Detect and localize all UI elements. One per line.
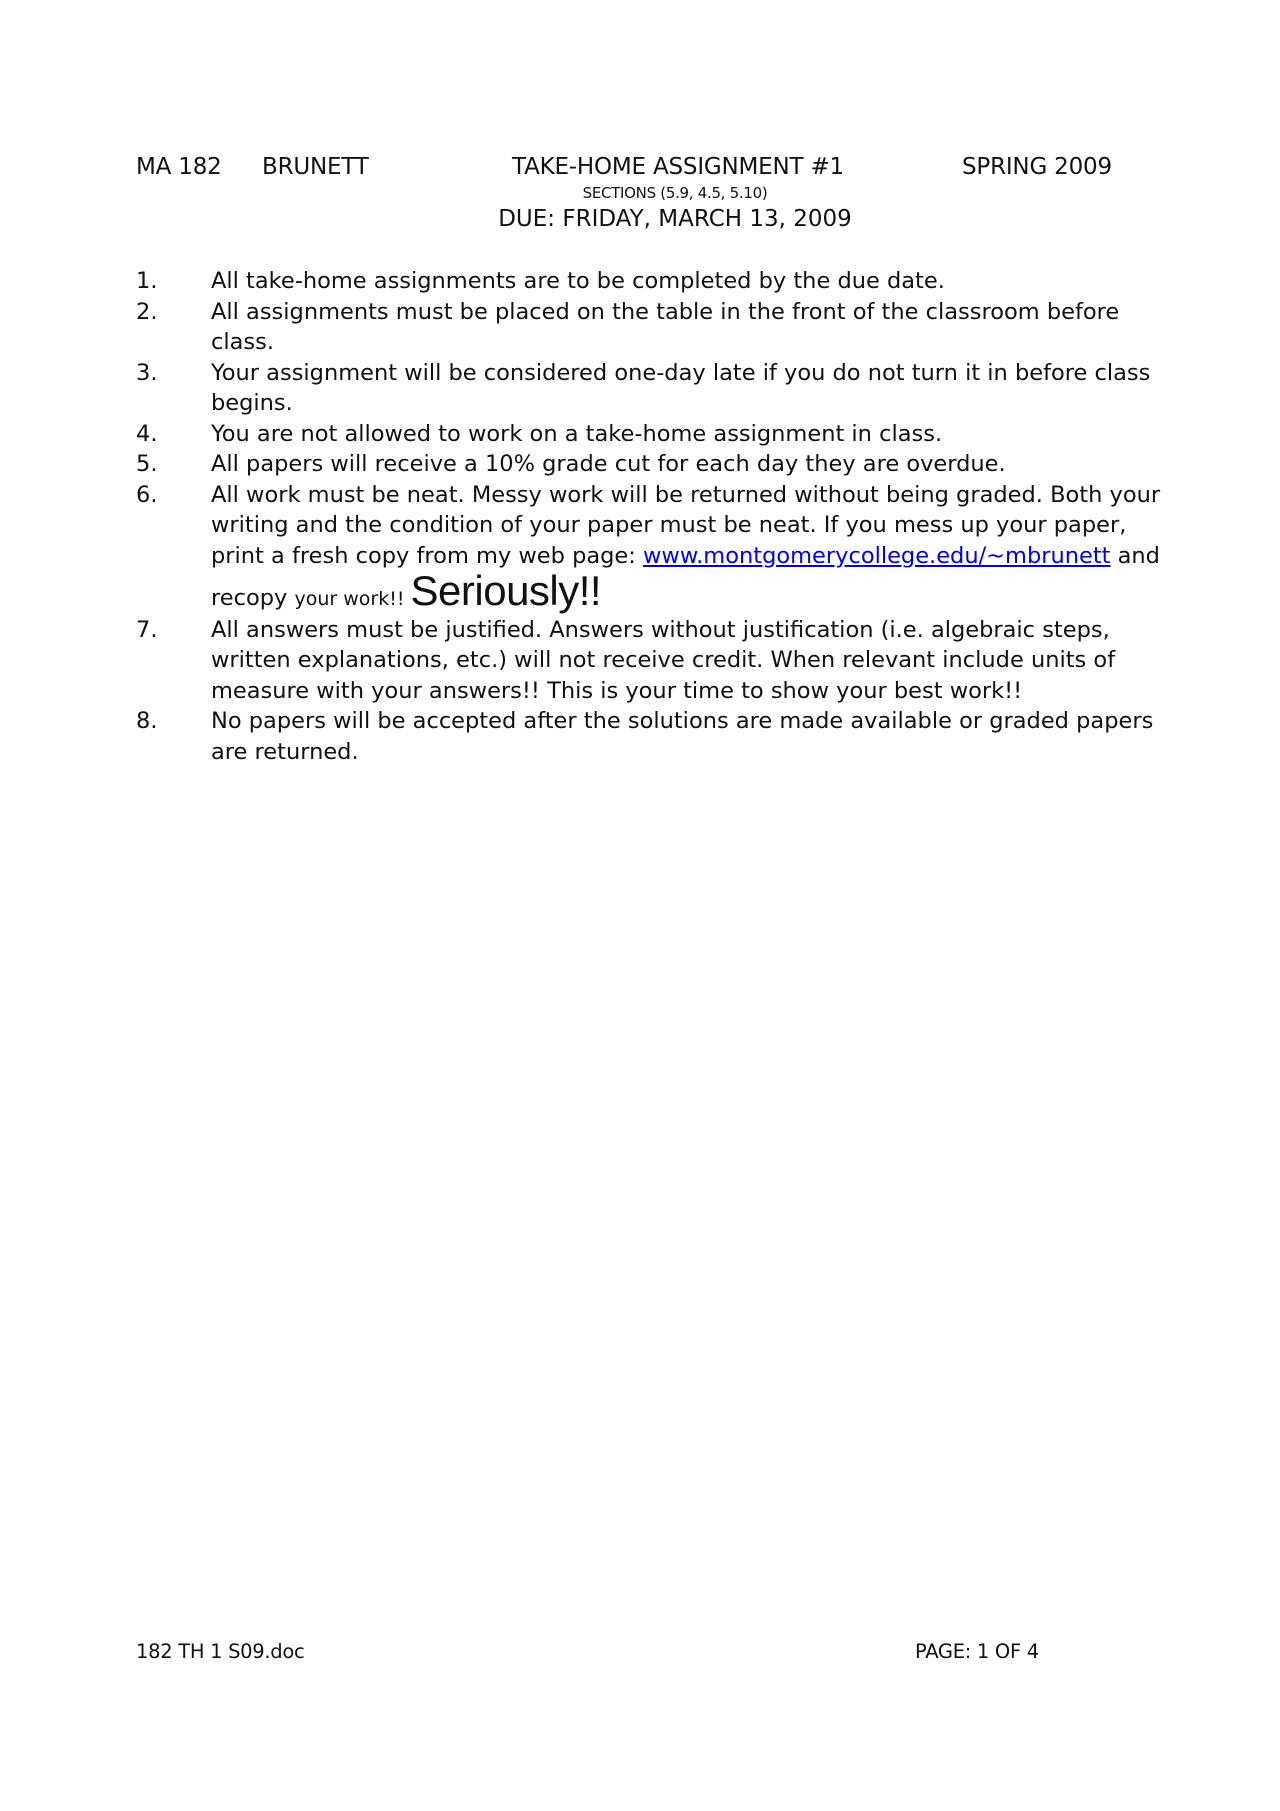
list-item [136,297,1186,358]
item-number: 7. [136,616,158,643]
sections-line: SECTIONS (5.9, 4.5, 5.10) [582,184,768,202]
item-number: 3. [136,359,158,386]
course-code: MA 182 [136,154,222,180]
seriously-emphasis: Seriously!! [410,567,602,614]
item-text: Your assignment will be considered one-day late if you do not turn it in before class begins. [211,359,1151,416]
item-number: 4. [136,420,158,447]
item-text: You are not allowed to work on a take-home assignment in class. [211,420,943,447]
list-item [136,615,1186,707]
item-text: All work must be neat. Messy work will be returned without being graded. Both your writing and the condition of your paper must be neat. If you mess up your paper, print a fresh copy from my web page: [211,481,1161,569]
list-item [136,449,1186,480]
item-number: 2. [136,298,158,325]
item-number: 6. [136,481,158,508]
item-text: All assignments must be placed on the table in the front of the classroom before class. [211,298,1120,355]
your-work-text: your work!! [294,588,411,610]
web-page-link[interactable]: www.montgomerycollege.edu/~mbrunett [643,542,1111,569]
item-number: 8. [136,708,158,734]
item-text: All answers must be justified. Answers without justification (i.e. algebraic steps, written explanations, etc.) will not receive credit. When relevant include units of measure with your answers!! This is your time to show your best work!! [211,616,1116,704]
rules-list [136,266,1186,767]
item-text: No papers will be accepted after the solutions are made available or graded papers are returned. [211,708,1154,765]
instructor-name: BRUNETT [262,154,369,180]
due-date: DUE: FRIDAY, MARCH 13, 2009 [498,206,852,232]
item-text-continued: and recopy [211,542,1160,611]
list-item [136,706,1186,767]
item-text: All papers will receive a 10% grade cut for each day they are overdue. [211,451,1006,477]
assignment-title: TAKE-HOME ASSIGNMENT #1 [512,154,844,180]
footer-filename: 182 TH 1 S09.doc [136,1640,305,1663]
item-number: 1. [136,268,158,294]
list-item [136,480,1186,615]
footer-page-number: PAGE: 1 OF 4 [915,1640,1039,1663]
term: SPRING 2009 [962,154,1112,180]
item-number: 5. [136,451,158,477]
item-text: All take-home assignments are to be completed by the due date. [211,268,945,294]
list-item [136,266,1186,297]
list-item [136,419,1186,450]
list-item [136,358,1186,419]
